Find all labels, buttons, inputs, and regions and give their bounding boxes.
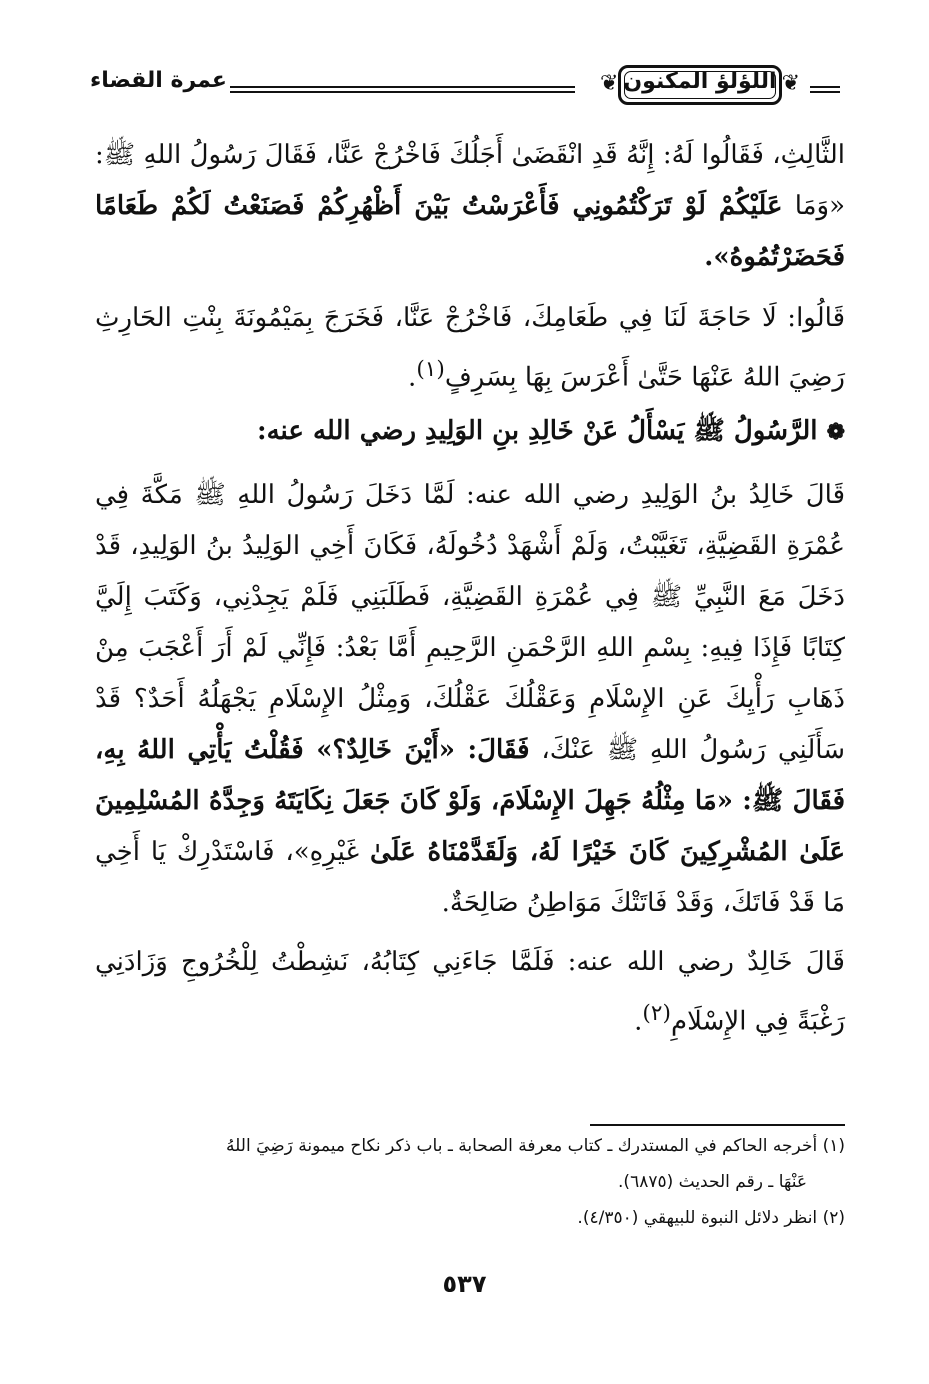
paragraph-4: قَالَ خَالِدٌ رضي الله عنه: فَلَمَّا جَاءَنِي كِتَابُهُ، نَشِطْتُ لِلْخُرُوجِ وَزَادَنِي رَغْبَةً فِي الإِسْلَامِ$^{(٢)}$.: [95, 946, 845, 1037]
heading-bullet-icon: ❁: [826, 418, 845, 445]
chapter-title: عمرة القضاء: [90, 68, 227, 93]
footnote-2: [95, 1200, 845, 1236]
ornament-right-icon: ❦: [781, 71, 800, 96]
main-text: [95, 130, 845, 1047]
paragraph-3-line-2: تَغَيَّبْتُ، وَلَمْ أَشْهَدْ دُخُولَهُ، فَكَانَ أَخِي الوَلِيدُ بنُ الوَلِيدِ، قَدْ دَخَلَ مَعَ النَّبِيِّ ﷺ: [95, 530, 845, 612]
paragraph-3-line-4: الرَّحْمَنِ الرَّحِيمِ أَمَّا بَعْدُ: فَإِنِّي لَمْ أَرَ أَعْجَبَ مِنْ ذَهَابِ رَأْيِكَ عَنِ الإِسْلَامِ: [95, 632, 846, 714]
book-title: اللؤلؤ المكنون: [623, 69, 777, 94]
footnote-1: [95, 1128, 845, 1164]
paragraph-4-line-1: قَالَ خَالِدٌ رضي الله عنه: فَلَمَّا جَاءَنِي كِتَابُهُ، نَشِطْتُ لِلْخُرُوجِ وَزَادَنِي رَغْبَةً فِي: [95, 946, 845, 1037]
footnote-1-line-1: أخرجه الحاكم في المستدرك ـ كتاب معرفة الصحابة ـ باب ذكر نكاح ميمونة رَضِيَ اللهُ: [226, 1136, 818, 1156]
header-rule-right: [810, 86, 840, 93]
paragraph-3-line-7: كَانَ جَعَلَ نِكَايَتَهُ وَجِدَّهُ المُسْلِمِينَ عَلَىٰ المُشْرِكِينَ كَانَ خَيْرًا لَهُ، وَلَقَدَّمْنَاهُ عَلَىٰ: [95, 785, 846, 867]
ornament-left-icon: ❦: [600, 71, 619, 96]
footnote-1-number: (١): [822, 1136, 845, 1156]
footnote-ref-2[interactable]: (٢): [642, 1000, 671, 1026]
page-number: ٥٣٧: [442, 1270, 487, 1298]
paragraph-1-line-1: الثَّالِثِ، فَقَالُوا لَهُ: إِنَّهُ قَدِ انْقَضَىٰ أَجَلُكَ فَاخْرُجْ عَنَّا، فَقَالَ رَسُولُ اللهِ ﷺ: «وَمَا: [95, 140, 846, 221]
paragraph-2: قَالُوا: لَا حَاجَةَ لَنَا فِي طَعَامِكَ، فَاخْرُجْ عَنَّا، فَخَرَجَ بِمَيْمُونَةَ بِنْتِ الحَارِثِ رَضِيَ اللهُ عَنْهَا حَتَّىٰ أَعْرَسَ بِهَا بِسَرِفٍ$^{(١)}$.: [95, 303, 845, 393]
paragraph-4-line-2: الإِسْلَامِ: [670, 1006, 747, 1037]
paragraph-3: [95, 470, 845, 929]
section-heading: [95, 406, 845, 458]
header-rule-left: [230, 86, 575, 93]
footnote-1-continued: [95, 1164, 845, 1200]
paragraph-3-line-6: فَقَالَ: «أَيْنَ خَالِدٌ؟» فَقُلْتُ يَأْتِي اللهُ بِهِ، فَقَالَ ﷺ: «مَا مِثْلُهُ جَهِلَ الإِسْلَامَ، وَلَوْ: [95, 734, 846, 816]
footnote-2-text: انظر دلائل النبوة للبيهقي (٤/٣٥٠).: [577, 1208, 818, 1228]
footnote-2-number: (٢): [822, 1208, 845, 1228]
paragraph-1-line-2: عَلَيْكُمْ لَوْ تَرَكْتُمُونِي فَأَعْرَسْتُ بَيْنَ أَظْهُرِكُمْ فَصَنَعْتُ لَكُمْ طَعَامًا فَحَضَرْتُمُوهُ».: [95, 191, 845, 272]
footnote-divider: [590, 1124, 845, 1126]
paragraph-1: [95, 130, 845, 283]
footnotes: [95, 1128, 845, 1236]
heading-text: الرَّسُولُ ﷺ يَسْأَلُ عَنْ خَالِدِ بنِ الوَلِيدِ رضي الله عنه:: [257, 415, 818, 446]
paragraph-3-line-8: غَيْرِهِ»، فَاسْتَدْرِكْ يَا أَخِي مَا قَدْ فَاتَكَ، وَقَدْ فَاتَتْكَ مَوَاطِنُ صَالِحَةٌ.: [95, 836, 845, 918]
header-ornament: [600, 55, 800, 115]
paragraph-2-line-2: الحَارِثِ رَضِيَ اللهُ عَنْهَا حَتَّىٰ أَعْرَسَ بِهَا بِسَرِفٍ: [95, 303, 845, 393]
page-header: [90, 50, 840, 120]
paragraph-2-line-1: قَالُوا: لَا حَاجَةَ لَنَا فِي طَعَامِكَ، فَاخْرُجْ عَنَّا، فَخَرَجَ بِمَيْمُونَةَ بِنْتِ: [182, 303, 845, 333]
paragraph-3-line-1: قَالَ خَالِدُ بنُ الوَلِيدِ رضي الله عنه: لَمَّا دَخَلَ رَسُولُ اللهِ ﷺ مَكَّةَ فِي عُمْرَةِ القَضِيَّةِ،: [95, 479, 845, 561]
paragraph-3-line-5: وَعَقْلُكَ عَقْلُكَ، وَمِثْلُ الإِسْلَامِ يَجْهَلُهُ أَحَدٌ؟ قَدْ سَأَلَنِي رَسُولُ اللهِ ﷺ عَنْكَ،: [95, 683, 845, 765]
footnote-ref-1[interactable]: (١): [416, 357, 445, 382]
paragraph-3-line-3: فِي عُمْرَةِ القَضِيَّةِ، فَطَلَبَنِي فَلَمْ يَجِدْنِي، وَكَتَبَ إِلَيَّ كِتَابًا فَإِذَا فِيهِ: بِسْمِ اللهِ: [95, 581, 846, 663]
footnote-1-line-2: عَنْهَا ـ رقم الحديث (٦٨٧٥).: [618, 1172, 807, 1192]
